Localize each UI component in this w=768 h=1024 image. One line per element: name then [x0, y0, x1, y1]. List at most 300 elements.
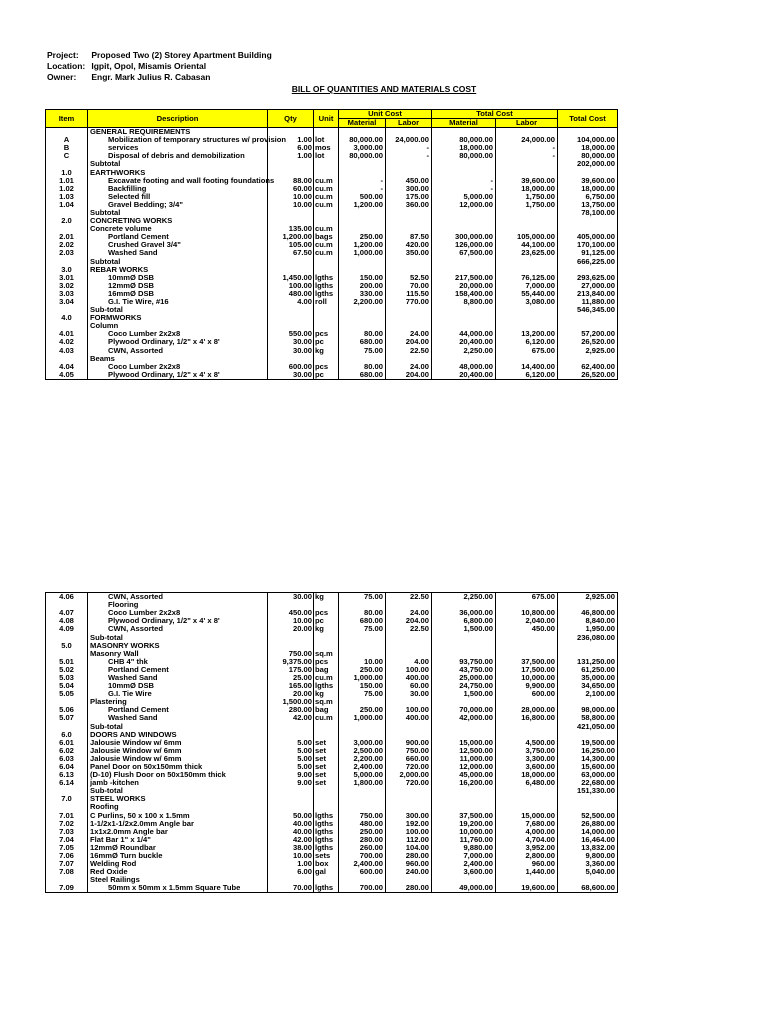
item-cell: 4.01: [46, 330, 88, 338]
qty-cell: 42.00: [268, 836, 314, 844]
col-total-labor: Labor: [496, 119, 558, 128]
item-cell: 2.01: [46, 233, 88, 241]
description-cell: Washed Sand: [88, 674, 268, 682]
total-material-cell: 11,760.00: [432, 836, 496, 844]
total-labor-cell: [496, 258, 558, 266]
unit-material-cell: [339, 642, 386, 650]
total-cost-cell: 58,800.00: [558, 714, 618, 722]
unit-labor-cell: 400.00: [386, 714, 432, 722]
item-cell: 4.09: [46, 625, 88, 633]
unit-labor-cell: 22.50: [386, 593, 432, 602]
document-title: BILL OF QUANTITIES AND MATERIALS COST: [291, 84, 477, 94]
owner-value: Engr. Mark Julius R. Cabasan: [91, 72, 211, 82]
item-cell: 4.08: [46, 617, 88, 625]
total-material-cell: 80,000.00: [432, 152, 496, 160]
total-material-cell: 43,750.00: [432, 666, 496, 674]
item-cell: 5.04: [46, 682, 88, 690]
item-cell: A: [46, 136, 88, 144]
description-cell: 12mmØ Roundbar: [88, 844, 268, 852]
item-cell: 4.03: [46, 347, 88, 355]
unit-labor-cell: 70.00: [386, 282, 432, 290]
unit-material-cell: 600.00: [339, 868, 386, 876]
unit-cell: set: [314, 755, 339, 763]
project-name: Proposed Two (2) Storey Apartment Building: [91, 50, 272, 60]
total-material-cell: 2,400.00: [432, 860, 496, 868]
col-total-cost-group: Total Cost: [432, 110, 558, 119]
total-labor-cell: [496, 217, 558, 225]
total-material-cell: 12,500.00: [432, 747, 496, 755]
description-cell: 50mm x 50mm x 1.5mm Square Tube: [88, 884, 268, 893]
unit-material-cell: [339, 306, 386, 314]
item-cell: 7.06: [46, 852, 88, 860]
total-labor-cell: 76,125.00: [496, 274, 558, 282]
col-total-cost: Total Cost: [558, 110, 618, 128]
description-cell: Disposal of debris and demobilization: [88, 152, 268, 160]
total-cost-cell: 2,925.00: [558, 347, 618, 355]
description-cell: CONCRETING WORKS: [88, 217, 268, 225]
unit-material-cell: 280.00: [339, 836, 386, 844]
total-labor-cell: 16,800.00: [496, 714, 558, 722]
description-cell: 1x1x2.0mm Angle bar: [88, 828, 268, 836]
table-row: [46, 625, 618, 633]
unit-cell: [314, 723, 339, 731]
qty-cell: 67.50: [268, 249, 314, 257]
table-row: [46, 779, 618, 787]
total-material-cell: 42,000.00: [432, 714, 496, 722]
total-material-cell: 2,250.00: [432, 593, 496, 602]
total-labor-cell: 4,704.00: [496, 836, 558, 844]
unit-cell: pcs: [314, 363, 339, 371]
total-material-cell: 20,000.00: [432, 282, 496, 290]
table-row: [46, 298, 618, 306]
total-labor-cell: [496, 787, 558, 795]
unit-labor-cell: [386, 795, 432, 803]
total-labor-cell: [496, 642, 558, 650]
total-labor-cell: 17,500.00: [496, 666, 558, 674]
description-cell: 10mmØ DSB: [88, 682, 268, 690]
unit-cell: [314, 633, 339, 641]
unit-labor-cell: 300.00: [386, 812, 432, 820]
total-cost-cell: 26,520.00: [558, 338, 618, 346]
description-cell: Subtotal: [88, 160, 268, 168]
unit-labor-cell: 750.00: [386, 747, 432, 755]
item-cell: 2.03: [46, 249, 88, 257]
total-cost-cell: 1,950.00: [558, 625, 618, 633]
description-cell: REBAR WORKS: [88, 266, 268, 274]
total-material-cell: 25,000.00: [432, 674, 496, 682]
unit-labor-cell: 115.50: [386, 290, 432, 298]
total-labor-cell: [496, 209, 558, 217]
total-material-cell: [432, 209, 496, 217]
qty-cell: 9,375.00: [268, 658, 314, 666]
item-cell: 4.05: [46, 371, 88, 380]
unit-material-cell: 250.00: [339, 666, 386, 674]
item-cell: 3.0: [46, 266, 88, 274]
unit-material-cell: [339, 217, 386, 225]
total-material-cell: 158,400.00: [432, 290, 496, 298]
total-material-cell: [432, 160, 496, 168]
table-row: [46, 347, 618, 355]
description-cell: C Purlins, 50 x 100 x 1.5mm: [88, 812, 268, 820]
total-cost-cell: 19,500.00: [558, 739, 618, 747]
unit-cell: cu.m: [314, 201, 339, 209]
unit-labor-cell: 280.00: [386, 884, 432, 893]
item-cell: 6.13: [46, 771, 88, 779]
qty-cell: [268, 795, 314, 803]
unit-labor-cell: 204.00: [386, 617, 432, 625]
qty-cell: 6.00: [268, 868, 314, 876]
item-cell: 3.04: [46, 298, 88, 306]
col-unit-labor: Labor: [386, 119, 432, 128]
item-cell: 5.01: [46, 658, 88, 666]
description-cell: 12mmØ DSB: [88, 282, 268, 290]
total-material-cell: 67,500.00: [432, 249, 496, 257]
unit-material-cell: 680.00: [339, 617, 386, 625]
description-cell: Plywood Ordinary, 1/2" x 4' x 8': [88, 338, 268, 346]
location-line: [47, 61, 206, 72]
unit-cell: set: [314, 739, 339, 747]
item-cell: 4.04: [46, 363, 88, 371]
unit-cell: pcs: [314, 330, 339, 338]
total-material-cell: 45,000.00: [432, 771, 496, 779]
item-cell: 4.06: [46, 593, 88, 602]
location-value: Igpit, Opol, Misamis Oriental: [91, 61, 207, 71]
total-material-cell: 16,200.00: [432, 779, 496, 787]
unit-labor-cell: 280.00: [386, 852, 432, 860]
total-cost-cell: 52,500.00: [558, 812, 618, 820]
item-cell: 6.01: [46, 739, 88, 747]
total-cost-cell: 26,880.00: [558, 820, 618, 828]
unit-cell: kg: [314, 593, 339, 602]
unit-labor-cell: 720.00: [386, 779, 432, 787]
unit-material-cell: 500.00: [339, 193, 386, 201]
unit-material-cell: 680.00: [339, 338, 386, 346]
total-material-cell: 20,400.00: [432, 338, 496, 346]
total-labor-cell: 18,000.00: [496, 771, 558, 779]
total-labor-cell: -: [496, 144, 558, 152]
qty-cell: 135.00: [268, 225, 314, 233]
qty-cell: 9.00: [268, 779, 314, 787]
total-labor-cell: 23,625.00: [496, 249, 558, 257]
description-cell: CHB 4" thk: [88, 658, 268, 666]
total-cost-cell: 104,000.00: [558, 136, 618, 144]
unit-cell: lgths: [314, 836, 339, 844]
total-material-cell: [432, 306, 496, 314]
item-cell: 2.02: [46, 241, 88, 249]
description-cell: Coco Lumber 2x2x8: [88, 363, 268, 371]
total-cost-cell: 34,650.00: [558, 682, 618, 690]
total-labor-cell: 4,000.00: [496, 828, 558, 836]
description-cell: 16mmØ DSB: [88, 290, 268, 298]
qty-cell: 1,450.00: [268, 274, 314, 282]
unit-material-cell: 2,500.00: [339, 747, 386, 755]
qty-cell: 1,200.00: [268, 233, 314, 241]
unit-labor-cell: [386, 160, 432, 168]
total-cost-cell: 27,000.00: [558, 282, 618, 290]
description-cell: Portland Cement: [88, 706, 268, 714]
description-cell: Subtotal: [88, 258, 268, 266]
unit-material-cell: 80,000.00: [339, 136, 386, 144]
unit-cell: set: [314, 747, 339, 755]
unit-material-cell: [339, 209, 386, 217]
description-cell: Column: [88, 322, 268, 330]
unit-cell: lgths: [314, 282, 339, 290]
unit-labor-cell: 24,000.00: [386, 136, 432, 144]
description-cell: Jalousie Window w/ 6mm: [88, 739, 268, 747]
item-cell: 7.02: [46, 820, 88, 828]
item-cell: 5.02: [46, 666, 88, 674]
item-cell: 4.0: [46, 314, 88, 322]
total-cost-cell: 18,000.00: [558, 185, 618, 193]
unit-labor-cell: 350.00: [386, 249, 432, 257]
total-material-cell: 44,000.00: [432, 330, 496, 338]
total-labor-cell: 13,200.00: [496, 330, 558, 338]
total-labor-cell: 7,000.00: [496, 282, 558, 290]
total-material-cell: [432, 795, 496, 803]
description-cell: CWN, Assorted: [88, 593, 268, 602]
total-cost-cell: 80,000.00: [558, 152, 618, 160]
total-labor-cell: 19,600.00: [496, 884, 558, 893]
unit-material-cell: [339, 795, 386, 803]
qty-cell: 600.00: [268, 363, 314, 371]
description-cell: Plywood Ordinary, 1/2" x 4' x 8': [88, 617, 268, 625]
total-cost-cell: 131,250.00: [558, 658, 618, 666]
qty-cell: 750.00: [268, 650, 314, 658]
item-cell: 5.0: [46, 642, 88, 650]
unit-labor-cell: 204.00: [386, 371, 432, 380]
description-cell: G.I. Tie Wire, #16: [88, 298, 268, 306]
total-material-cell: 1,500.00: [432, 625, 496, 633]
total-labor-cell: 600.00: [496, 690, 558, 698]
table-row: [46, 884, 618, 893]
unit-labor-cell: 720.00: [386, 763, 432, 771]
qty-cell: 70.00: [268, 884, 314, 893]
qty-cell: 5.00: [268, 747, 314, 755]
unit-cell: [314, 795, 339, 803]
total-cost-cell: 5,040.00: [558, 868, 618, 876]
qty-cell: 5.00: [268, 739, 314, 747]
total-cost-cell: 151,330.00: [558, 787, 618, 795]
unit-cell: lgths: [314, 812, 339, 820]
total-cost-cell: 6,750.00: [558, 193, 618, 201]
qty-cell: 4.00: [268, 298, 314, 306]
total-material-cell: 1,500.00: [432, 690, 496, 698]
total-labor-cell: 2,800.00: [496, 852, 558, 860]
unit-material-cell: 700.00: [339, 852, 386, 860]
total-labor-cell: [496, 160, 558, 168]
total-cost-cell: 91,125.00: [558, 249, 618, 257]
description-cell: Red Oxide: [88, 868, 268, 876]
total-labor-cell: [496, 314, 558, 322]
qty-cell: [268, 723, 314, 731]
total-labor-cell: 10,800.00: [496, 609, 558, 617]
total-labor-cell: 15,000.00: [496, 812, 558, 820]
description-cell: 10mmØ DSB: [88, 274, 268, 282]
unit-labor-cell: -: [386, 152, 432, 160]
description-cell: Sub-total: [88, 633, 268, 641]
total-cost-cell: 405,000.00: [558, 233, 618, 241]
item-cell: 1.03: [46, 193, 88, 201]
unit-material-cell: 680.00: [339, 371, 386, 380]
total-cost-cell: 8,840.00: [558, 617, 618, 625]
description-cell: Welding Rod: [88, 860, 268, 868]
description-cell: 1-1/2x1-1/2x2.0mm Angle bar: [88, 820, 268, 828]
unit-labor-cell: [386, 723, 432, 731]
description-cell: Panel Door on 50x150mm thick: [88, 763, 268, 771]
unit-cell: kg: [314, 625, 339, 633]
total-cost-cell: 98,000.00: [558, 706, 618, 714]
description-cell: Coco Lumber 2x2x8: [88, 330, 268, 338]
col-total-material: Material: [432, 119, 496, 128]
boq-table-page-2: [45, 592, 618, 893]
boq-table-page-1: [45, 109, 618, 380]
description-cell: Washed Sand: [88, 714, 268, 722]
unit-labor-cell: 22.50: [386, 347, 432, 355]
unit-labor-cell: 100.00: [386, 706, 432, 714]
total-cost-cell: 421,050.00: [558, 723, 618, 731]
total-material-cell: 15,000.00: [432, 739, 496, 747]
total-cost-cell: 11,880.00: [558, 298, 618, 306]
unit-cell: lgths: [314, 828, 339, 836]
description-cell: Plywood Ordinary, 1/2" x 4' x 8': [88, 371, 268, 380]
item-cell: 7.05: [46, 844, 88, 852]
description-cell: EARTHWORKS: [88, 168, 268, 176]
total-cost-cell: 14,300.00: [558, 755, 618, 763]
total-material-cell: -: [432, 185, 496, 193]
total-material-cell: 37,500.00: [432, 812, 496, 820]
total-labor-cell: [496, 795, 558, 803]
item-cell: 1.02: [46, 185, 88, 193]
col-qty: Qty: [268, 110, 314, 128]
unit-cell: kg: [314, 347, 339, 355]
unit-material-cell: 3,000.00: [339, 739, 386, 747]
total-material-cell: 20,400.00: [432, 371, 496, 380]
description-cell: CWN, Assorted: [88, 347, 268, 355]
qty-cell: 10.00: [268, 193, 314, 201]
col-unit-cost: Unit Cost: [339, 110, 432, 119]
qty-cell: 550.00: [268, 330, 314, 338]
col-item: Item: [46, 110, 88, 128]
unit-labor-cell: 4.00: [386, 658, 432, 666]
description-cell: CWN, Assorted: [88, 625, 268, 633]
unit-cell: cu.m: [314, 193, 339, 201]
total-labor-cell: 675.00: [496, 347, 558, 355]
unit-cell: pcs: [314, 658, 339, 666]
total-labor-cell: [496, 633, 558, 641]
table-row: [46, 714, 618, 722]
total-material-cell: 5,000.00: [432, 193, 496, 201]
unit-material-cell: 1,000.00: [339, 249, 386, 257]
description-cell: Selected fill: [88, 193, 268, 201]
unit-cell: sets: [314, 852, 339, 860]
total-labor-cell: 7,680.00: [496, 820, 558, 828]
unit-labor-cell: [386, 258, 432, 266]
total-material-cell: [432, 633, 496, 641]
unit-cell: lgths: [314, 844, 339, 852]
total-labor-cell: 3,080.00: [496, 298, 558, 306]
description-cell: Sub-total: [88, 723, 268, 731]
item-cell: 5.06: [46, 706, 88, 714]
total-material-cell: 9,880.00: [432, 844, 496, 852]
unit-cell: [314, 314, 339, 322]
qty-cell: 10.00: [268, 617, 314, 625]
total-cost-cell: 26,520.00: [558, 371, 618, 380]
total-material-cell: 7,000.00: [432, 852, 496, 860]
description-cell: jamb -kitchen: [88, 779, 268, 787]
description-cell: G.I. Tie Wire: [88, 690, 268, 698]
unit-labor-cell: 52.50: [386, 274, 432, 282]
unit-cell: cu.m: [314, 177, 339, 185]
total-labor-cell: 1,750.00: [496, 201, 558, 209]
total-cost-cell: [558, 217, 618, 225]
item-cell: 6.0: [46, 731, 88, 739]
item-cell: 7.03: [46, 828, 88, 836]
total-cost-cell: 57,200.00: [558, 330, 618, 338]
total-cost-cell: 16,464.00: [558, 836, 618, 844]
total-material-cell: [432, 642, 496, 650]
unit-cell: box: [314, 860, 339, 868]
unit-labor-cell: [386, 306, 432, 314]
description-cell: Excavate footing and wall footing foundations: [88, 177, 268, 185]
unit-material-cell: 1,200.00: [339, 201, 386, 209]
item-cell: 6.14: [46, 779, 88, 787]
total-material-cell: 11,000.00: [432, 755, 496, 763]
qty-cell: 30.00: [268, 338, 314, 346]
description-cell: services: [88, 144, 268, 152]
total-material-cell: [432, 314, 496, 322]
description-cell: Gravel Bedding; 3/4": [88, 201, 268, 209]
unit-material-cell: -: [339, 177, 386, 185]
unit-cell: cu.m: [314, 241, 339, 249]
unit-material-cell: 80.00: [339, 363, 386, 371]
unit-cell: cu.m: [314, 225, 339, 233]
total-material-cell: 24,750.00: [432, 682, 496, 690]
unit-material-cell: 150.00: [339, 274, 386, 282]
total-cost-cell: [558, 642, 618, 650]
item-cell: 7.08: [46, 868, 88, 876]
unit-cell: [314, 787, 339, 795]
total-labor-cell: 14,400.00: [496, 363, 558, 371]
qty-cell: 100.00: [268, 282, 314, 290]
unit-material-cell: 10.00: [339, 658, 386, 666]
qty-cell: 88.00: [268, 177, 314, 185]
qty-cell: [268, 209, 314, 217]
unit-cell: set: [314, 771, 339, 779]
total-labor-cell: 3,750.00: [496, 747, 558, 755]
description-cell: Mobilization of temporary structures w/ provision: [88, 136, 268, 144]
total-labor-cell: -: [496, 152, 558, 160]
unit-material-cell: [339, 168, 386, 176]
unit-cell: lot: [314, 136, 339, 144]
total-labor-cell: 55,440.00: [496, 290, 558, 298]
unit-labor-cell: 104.00: [386, 844, 432, 852]
description-cell: Sub-total: [88, 306, 268, 314]
qty-cell: 280.00: [268, 706, 314, 714]
qty-cell: 60.00: [268, 185, 314, 193]
total-material-cell: 3,600.00: [432, 868, 496, 876]
total-cost-cell: 39,600.00: [558, 177, 618, 185]
description-cell: Backfilling: [88, 185, 268, 193]
item-cell: 7.04: [46, 836, 88, 844]
table-row: [46, 249, 618, 257]
unit-material-cell: 75.00: [339, 625, 386, 633]
unit-labor-cell: [386, 209, 432, 217]
boq-rows-page-1: [46, 128, 618, 380]
total-cost-cell: 13,832.00: [558, 844, 618, 852]
unit-cell: [314, 209, 339, 217]
unit-labor-cell: 204.00: [386, 338, 432, 346]
total-material-cell: [432, 258, 496, 266]
